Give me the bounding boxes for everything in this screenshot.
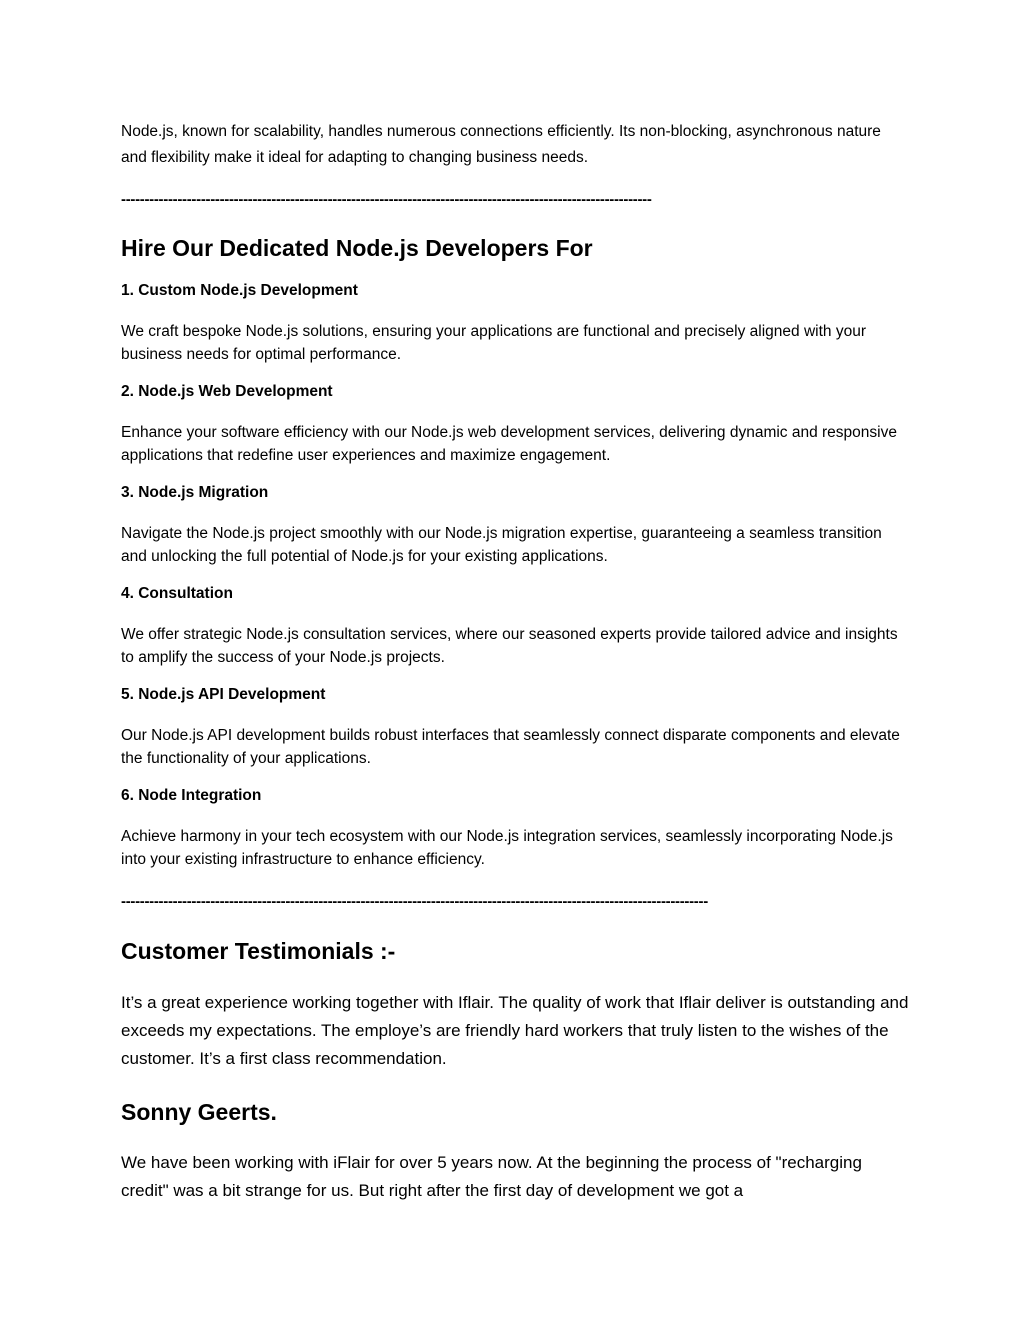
testimonial-author: Sonny Geerts.: [121, 1099, 277, 1125]
service-description: Achieve harmony in your tech ecosystem with our Node.js integration services, seamlessly incorporating Node.js into your existing infrastructure to enhance efficiency.: [121, 828, 893, 868]
service-description: Navigate the Node.js project smoothly with our Node.js migration expertise, guaranteeing a seamless transition and unlocking the full potential of Node.js for your existing applications.: [121, 525, 882, 565]
service-item: [121, 786, 911, 871]
service-description: We craft bespoke Node.js solutions, ensuring your applications are functional and precisely aligned with your business needs for optimal performance.: [121, 323, 866, 363]
service-item: [121, 382, 911, 467]
service-item: [121, 281, 911, 366]
service-description: Our Node.js API development builds robust interfaces that seamlessly connect disparate components and elevate the functionality of your applications.: [121, 727, 900, 767]
document-content: [121, 119, 911, 1205]
testimonial-text: We have been working with iFlair for over 5 years now. At the beginning the process of "recharging credit" was a bit strange for us. But right after the first day of development we got a: [121, 1153, 862, 1200]
section-divider: -----------------------------------------------------------------------------------------------------------------------------: [121, 893, 708, 910]
services-heading: Hire Our Dedicated Node.js Developers For: [121, 235, 593, 261]
service-heading: 6. Node Integration: [121, 787, 262, 804]
service-description: Enhance your software efficiency with our Node.js web development services, delivering dynamic and responsive applications that redefine user experiences and maximize engagement.: [121, 424, 897, 464]
service-description: We offer strategic Node.js consultation services, where our seasoned experts provide tailored advice and insights to amplify the success of your Node.js projects.: [121, 626, 898, 666]
service-item: [121, 584, 911, 669]
service-heading: 3. Node.js Migration: [121, 484, 269, 501]
service-item: [121, 483, 911, 568]
testimonials-heading: Customer Testimonials :-: [121, 938, 396, 964]
intro-paragraph: Node.js, known for scalability, handles numerous connections efficiently. Its non-blocking, asynchronous nature and flexibility make it ideal for adapting to changing business needs.: [121, 123, 881, 166]
testimonial-text: It’s a great experience working together with Iflair. The quality of work that Iflair deliver is outstanding and exceeds my expectations. The employe’s are friendly hard workers that truly listen to the wishes of the customer. It’s a first class recommendation.: [121, 993, 909, 1068]
service-item: [121, 685, 911, 770]
service-heading: 5. Node.js API Development: [121, 686, 326, 703]
service-heading: 1. Custom Node.js Development: [121, 282, 358, 299]
service-heading: 4. Consultation: [121, 585, 233, 602]
service-heading: 2. Node.js Web Development: [121, 383, 333, 400]
section-divider: -----------------------------------------------------------------------------------------------------------------: [121, 191, 652, 208]
